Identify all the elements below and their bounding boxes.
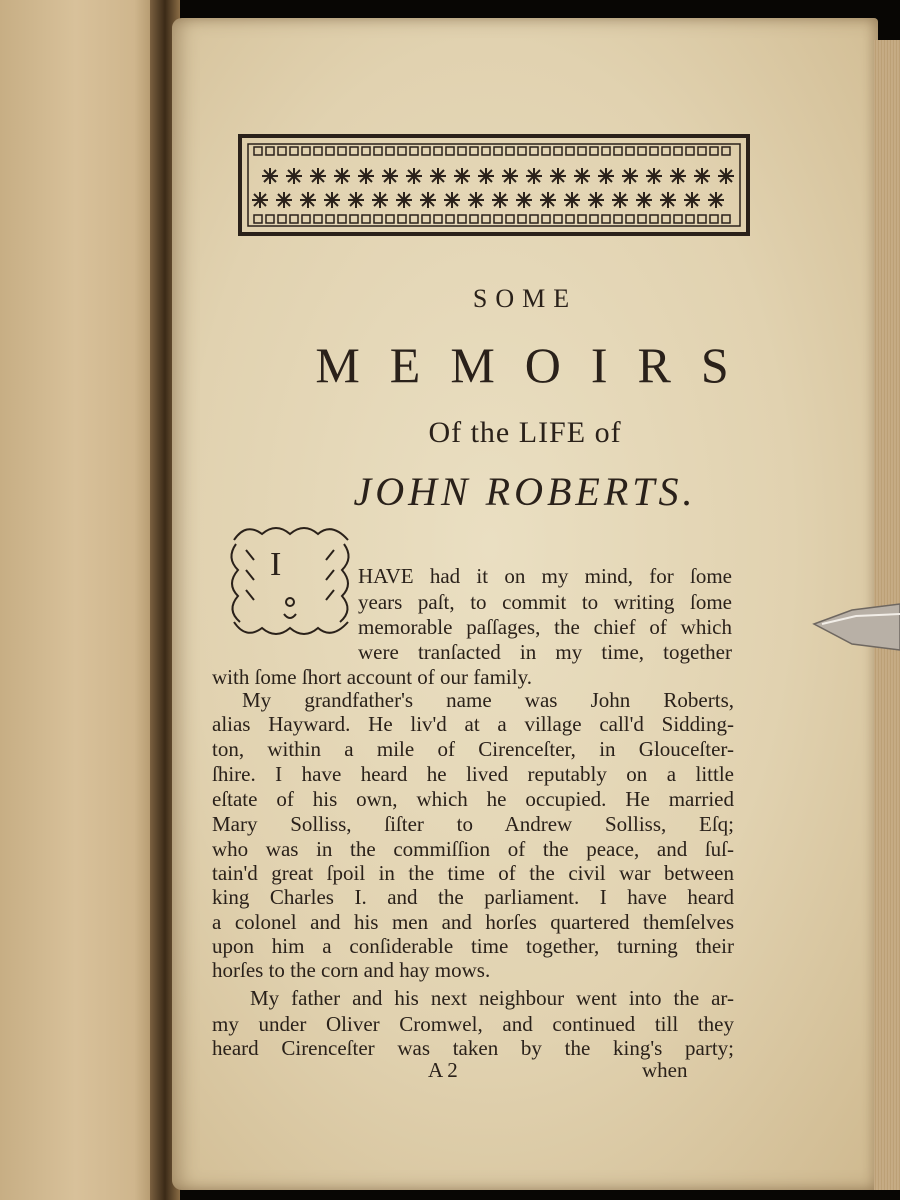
text-line-4: were tranſacted in my time, together [358, 640, 732, 664]
text-line-1: HAVE had it on my mind, for ſome [358, 564, 732, 588]
text-line-18: My father and his next neighbour went into the ar- [250, 986, 734, 1010]
heading-some: SOME [472, 284, 578, 313]
metal-pointer [812, 600, 900, 654]
headpiece-ornament [236, 132, 752, 238]
text-line-16: upon him a conſiderable time together, turning their [212, 934, 734, 958]
text-line-5: with ſome ſhort account of our family. [212, 665, 532, 689]
text-line-10: eſtate of his own, which he occupied. He married [212, 787, 734, 811]
drop-cap: I [270, 546, 282, 583]
text-line-7: alias Hayward. He liv'd at a village call'd Sidding- [212, 712, 734, 736]
text-line-2: years paſt, to commit to writing ſome [358, 590, 732, 614]
catchword: when [642, 1058, 688, 1082]
text-line-12: who was in the commiſſion of the peace, and ſuſ- [212, 837, 734, 861]
text-line-17: horſes to the corn and hay mows. [212, 958, 491, 982]
signature-mark: A 2 [428, 1058, 458, 1082]
text-line-13: tain'd great ſpoil in the time of the civil war between [212, 861, 734, 885]
text-line-11: Mary Solliss, ſiſter to Andrew Solliss, Eſq; [212, 812, 734, 836]
heading-life: Of the LIFE of [428, 416, 622, 449]
heading-name: JOHN ROBERTS. [353, 469, 697, 514]
text-line-3: memorable paſſages, the chief of which [358, 615, 732, 639]
left-page [0, 0, 168, 1200]
text-line-19: my under Oliver Cromwel, and continued till they [212, 1012, 734, 1036]
text-line-20: heard Cirenceſter was taken by the king's party; [212, 1036, 734, 1060]
text-line-14: king Charles I. and the parliament. I have heard [212, 885, 734, 909]
text-line-9: ſhire. I have heard he lived reputably on a little [212, 762, 734, 786]
text-line-15: a colonel and his men and horſes quartered themſelves [212, 910, 734, 934]
heading-memoirs: MEMOIRS [315, 337, 759, 393]
text-line-6: My grandfather's name was John Roberts, [242, 688, 734, 712]
text-line-8: ton, within a mile of Cirenceſter, in Glouceſter- [212, 737, 734, 761]
decorative-initial-frame [224, 520, 356, 642]
